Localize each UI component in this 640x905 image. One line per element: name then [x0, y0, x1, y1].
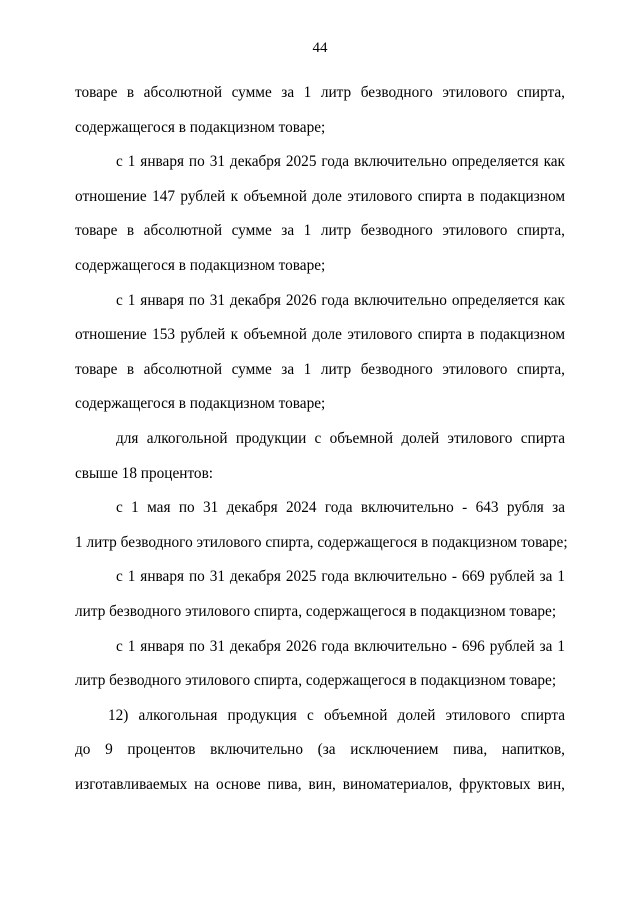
text-line: отношение 147 рублей к объемной доле этилового спирта в подакцизном — [75, 187, 565, 205]
document-body — [75, 76, 568, 802]
text-line: до 9 процентов включительно (за исключением пива, напитков, — [75, 741, 565, 759]
text-line: содержащегося в подакцизном товаре; — [75, 118, 326, 136]
text-line: отношение 153 рублей к объемной доле этилового спирта в подакцизном — [75, 326, 565, 344]
text-line: с 1 января по 31 декабря 2026 года включительно определяется как — [116, 291, 565, 309]
text-line: с 1 января по 31 декабря 2025 года включительно - 669 рублей за 1 — [116, 568, 565, 586]
text-line: литр безводного этилового спирта, содержащегося в подакцизном товаре; — [75, 602, 557, 620]
text-line: 12) алкогольная продукция с объемной долей этилового спирта — [108, 706, 565, 724]
text-line: с 1 января по 31 декабря 2026 года включительно - 696 рублей за 1 — [116, 637, 565, 655]
text-line: свыше 18 процентов: — [75, 464, 214, 482]
text-line: 1 литр безводного этилового спирта, содержащегося в подакцизном товаре; — [75, 533, 568, 551]
text-line: содержащегося в подакцизном товаре; — [75, 395, 326, 413]
page-number: 44 — [312, 40, 328, 56]
text-line: товаре в абсолютной сумме за 1 литр безводного этилового спирта, — [75, 360, 565, 378]
text-line: с 1 января по 31 декабря 2025 года включительно определяется как — [116, 153, 565, 171]
text-line: товаре в абсолютной сумме за 1 литр безводного этилового спирта, — [75, 222, 565, 240]
text-line: с 1 мая по 31 декабря 2024 года включительно - 643 рубля за — [116, 499, 565, 517]
text-line: для алкогольной продукции с объемной долей этилового спирта — [116, 429, 565, 447]
text-line: литр безводного этилового спирта, содержащегося в подакцизном товаре; — [75, 672, 557, 690]
text-line: товаре в абсолютной сумме за 1 литр безводного этилового спирта, — [75, 84, 565, 101]
text-line: содержащегося в подакцизном товаре; — [75, 256, 326, 274]
text-line: изготавливаемых на основе пива, вин, виноматериалов, фруктовых вин, — [75, 775, 565, 793]
